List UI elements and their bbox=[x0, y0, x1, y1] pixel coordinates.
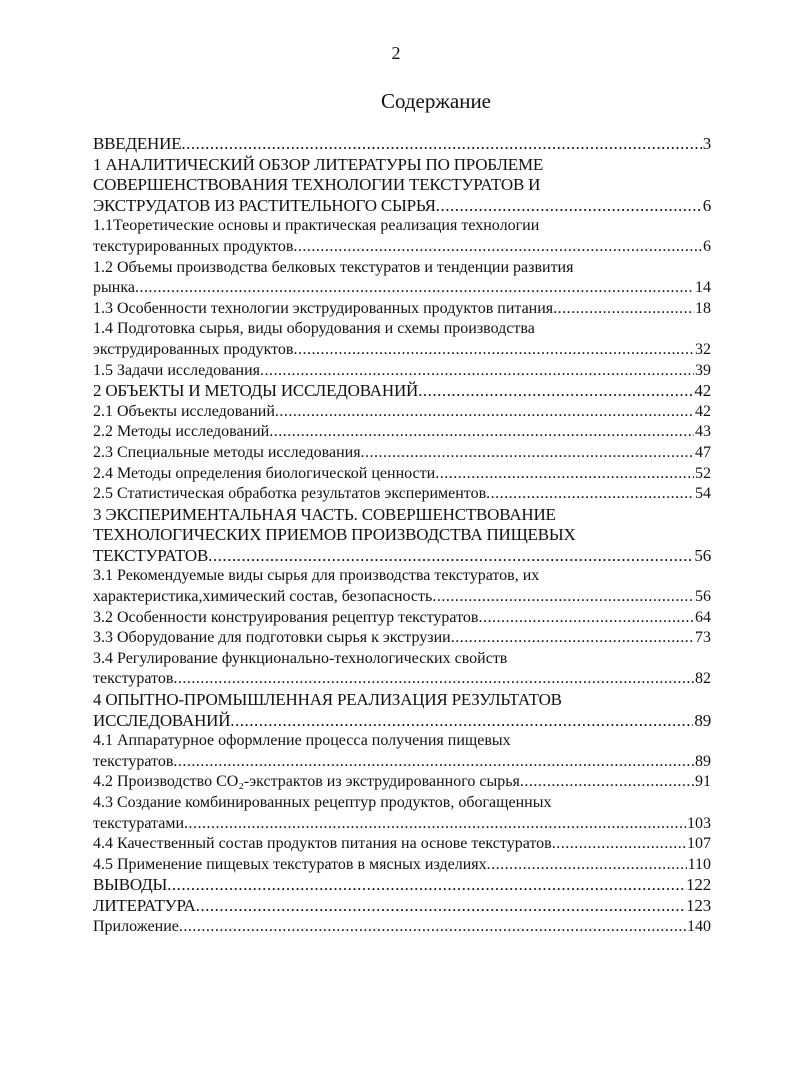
toc-entry[interactable] bbox=[93, 361, 711, 382]
toc-entry[interactable] bbox=[93, 422, 711, 443]
dot-leader bbox=[275, 402, 694, 423]
toc-page-number: 39 bbox=[695, 361, 711, 379]
toc-entry-title: 3.1 Рекомендуемые виды сырья для производства текстуратов, их bbox=[93, 567, 540, 585]
dot-leader bbox=[179, 917, 686, 938]
toc-entry-title: 1 АНАЛИТИЧЕСКИЙ ОБЗОР ЛИТЕРАТУРЫ ПО ПРОБЛЕМЕ bbox=[93, 154, 544, 174]
dot-leader bbox=[436, 196, 702, 217]
toc-page-number: 89 bbox=[694, 710, 711, 730]
toc-entry[interactable] bbox=[93, 319, 711, 360]
toc-line bbox=[93, 875, 711, 896]
toc-line bbox=[93, 422, 711, 443]
table-of-contents bbox=[93, 134, 711, 937]
toc-entry[interactable] bbox=[93, 443, 711, 464]
toc-entry-title: 3.2 Особенности конструирования рецептур текстуратов bbox=[93, 608, 479, 626]
toc-entry[interactable] bbox=[93, 134, 711, 155]
toc-line bbox=[93, 608, 711, 629]
toc-entry-title: 4.3 Создание комбинированных рецептур продуктов, обогащенных bbox=[93, 794, 552, 811]
toc-line bbox=[93, 258, 711, 279]
toc-entry-title: 2.1 Объекты исследований bbox=[93, 402, 275, 420]
toc-line bbox=[93, 731, 711, 752]
toc-entry[interactable] bbox=[93, 875, 711, 896]
toc-line bbox=[93, 505, 711, 526]
toc-entry-title: ЭКСТРУДАТОВ ИЗ РАСТИТЕЛЬНОГО СЫРЬЯ bbox=[93, 195, 436, 215]
toc-page-number: 103 bbox=[687, 814, 711, 832]
toc-entry-title: ВВЕДЕНИЕ bbox=[93, 134, 182, 153]
toc-entry[interactable] bbox=[93, 258, 711, 299]
toc-entry-title: 2 ОБЪЕКТЫ И МЕТОДЫ ИССЛЕДОВАНИЙ bbox=[93, 381, 419, 401]
toc-entry[interactable] bbox=[93, 628, 711, 649]
dot-leader bbox=[478, 608, 694, 629]
toc-line bbox=[93, 278, 711, 299]
toc-line bbox=[93, 237, 711, 258]
toc-line bbox=[93, 155, 711, 176]
toc-entry-title: 1.5 Задачи исследования bbox=[93, 361, 261, 379]
toc-entry[interactable] bbox=[93, 505, 711, 567]
toc-entry-title: 1.1Теоретические основы и практическая реализация технологии bbox=[93, 217, 540, 235]
dot-leader bbox=[361, 443, 694, 464]
toc-page-number: 110 bbox=[687, 855, 711, 873]
dot-leader bbox=[196, 896, 685, 917]
toc-line bbox=[93, 340, 711, 361]
toc-entry-title: характеристика,химический состав, безопасность bbox=[93, 588, 433, 606]
toc-page-number: 56 bbox=[695, 588, 711, 606]
toc-entry-title: 1.3 Особенности технологии экструдированных продуктов питания bbox=[93, 299, 554, 317]
toc-page-number: 3 bbox=[702, 134, 711, 153]
toc-entry[interactable] bbox=[93, 566, 711, 607]
toc-entry-title: ВЫВОДЫ bbox=[93, 875, 168, 895]
toc-line bbox=[93, 134, 711, 155]
toc-entry-title: 4.1 Аппаратурное оформление процесса получения пищевых bbox=[93, 732, 511, 750]
toc-line bbox=[93, 793, 711, 814]
toc-entry-title: ТЕХНОЛОГИЧЕСКИХ ПРИЕМОВ ПРОИЗВОДСТВА ПИЩЕВЫХ bbox=[93, 525, 576, 545]
toc-entry-title: СОВЕРШЕНСТВОВАНИЯ ТЕХНОЛОГИИ ТЕКСТУРАТОВ И bbox=[93, 175, 541, 195]
toc-entry[interactable] bbox=[93, 381, 711, 402]
toc-entry-title: 2.4 Методы определения биологической ценности bbox=[93, 464, 436, 482]
toc-line bbox=[93, 711, 711, 732]
toc-entry[interactable] bbox=[93, 155, 711, 217]
dot-leader bbox=[293, 340, 694, 361]
toc-page-number: 123 bbox=[686, 895, 711, 915]
dot-leader bbox=[435, 464, 694, 485]
toc-line bbox=[93, 752, 711, 773]
dot-leader bbox=[173, 669, 694, 690]
toc-entry-title: 1.4 Подготовка сырья, виды оборудования и схемы производства bbox=[93, 320, 535, 338]
dot-leader bbox=[418, 381, 693, 402]
toc-entry-title: 3.4 Регулирование функционально-технологических свойств bbox=[93, 649, 508, 667]
page-title: Содержание bbox=[380, 89, 492, 113]
toc-page-number: 89 bbox=[695, 752, 711, 770]
dot-leader bbox=[269, 422, 694, 443]
toc-entry-title: 4.5 Применение пищевых текстуратов в мясных изделиях bbox=[93, 855, 487, 873]
toc-page-number: 18 bbox=[695, 299, 711, 317]
dot-leader bbox=[260, 361, 694, 382]
toc-page-number: 52 bbox=[695, 464, 711, 482]
toc-entry-title: 4.4 Качественный состав продуктов питания на основе текстуратов bbox=[93, 835, 552, 853]
dot-leader bbox=[135, 278, 694, 299]
toc-entry[interactable] bbox=[93, 216, 711, 257]
toc-line bbox=[93, 917, 711, 938]
toc-line bbox=[93, 772, 711, 793]
toc-page-number: 42 bbox=[694, 381, 711, 401]
dot-leader bbox=[167, 875, 685, 896]
toc-entry-title: 3 ЭКСПЕРИМЕНТАЛЬНАЯ ЧАСТЬ. СОВЕРШЕНСТВОВАНИЕ bbox=[93, 504, 556, 524]
dot-leader bbox=[486, 484, 694, 505]
toc-entry[interactable] bbox=[93, 649, 711, 690]
toc-page-number: 6 bbox=[702, 195, 711, 215]
toc-entry-title: рынка bbox=[93, 279, 135, 297]
toc-line bbox=[93, 381, 711, 402]
toc-line bbox=[93, 566, 711, 587]
toc-line bbox=[93, 361, 711, 382]
toc-line bbox=[93, 587, 711, 608]
toc-line bbox=[93, 628, 711, 649]
toc-entry[interactable] bbox=[93, 299, 711, 320]
toc-entry[interactable] bbox=[93, 464, 711, 485]
dot-leader bbox=[432, 587, 694, 608]
toc-line bbox=[93, 443, 711, 464]
dot-leader bbox=[181, 134, 701, 155]
toc-line bbox=[93, 464, 711, 485]
toc-page-number: 107 bbox=[687, 835, 711, 853]
toc-entry-title: 2.2 Методы исследований bbox=[93, 423, 270, 441]
toc-page-number: 14 bbox=[695, 279, 711, 297]
toc-entry-title: 3.3 Оборудование для подготовки сырья к экструзии bbox=[93, 629, 451, 647]
toc-page-number: 91 bbox=[695, 773, 711, 791]
toc-page-number: 140 bbox=[687, 917, 711, 935]
toc-entry-title: 2.3 Специальные методы исследования bbox=[93, 443, 361, 461]
toc-entry-title: 2.5 Статистическая обработка результатов экспериментов bbox=[93, 485, 487, 503]
toc-entry[interactable] bbox=[93, 484, 711, 505]
toc-line bbox=[93, 319, 711, 340]
toc-entry-title: текстуратов bbox=[93, 752, 174, 770]
toc-line bbox=[93, 216, 711, 237]
toc-page-number: 122 bbox=[686, 875, 711, 895]
toc-line bbox=[93, 484, 711, 505]
toc-line bbox=[93, 814, 711, 835]
toc-line bbox=[93, 896, 711, 917]
toc-entry-title: 4.2 Производство CO₂-экстрактов из экструдированного сырья bbox=[93, 773, 520, 791]
toc-entry[interactable] bbox=[93, 772, 711, 793]
toc-page-number: 56 bbox=[694, 545, 711, 565]
dot-leader bbox=[451, 628, 694, 649]
dot-leader bbox=[487, 855, 687, 876]
toc-entry[interactable] bbox=[93, 917, 711, 938]
toc-line bbox=[93, 669, 711, 690]
toc-entry-title: ИССЛЕДОВАНИЙ bbox=[93, 710, 231, 730]
toc-page-number: 54 bbox=[695, 485, 711, 503]
toc-entry-title: ЛИТЕРАТУРА bbox=[93, 895, 196, 915]
toc-entry-title: Приложение bbox=[93, 917, 179, 935]
toc-entry-title: ТЕКСТУРАТОВ bbox=[93, 545, 209, 565]
dot-leader bbox=[553, 299, 694, 320]
toc-line bbox=[93, 834, 711, 855]
dot-leader bbox=[208, 546, 693, 567]
page-number: 2 bbox=[391, 43, 401, 63]
toc-page-number: 73 bbox=[695, 629, 711, 647]
toc-line bbox=[93, 546, 711, 567]
toc-entry[interactable] bbox=[93, 731, 711, 772]
toc-page-number: 42 bbox=[695, 402, 711, 420]
dot-leader bbox=[293, 237, 702, 258]
toc-line bbox=[93, 649, 711, 670]
toc-entry[interactable] bbox=[93, 855, 711, 876]
toc-line bbox=[93, 690, 711, 711]
toc-line bbox=[93, 175, 711, 196]
toc-entry[interactable] bbox=[93, 793, 711, 834]
toc-entry-title: 4 ОПЫТНО-ПРОМЫШЛЕННАЯ РЕАЛИЗАЦИЯ РЕЗУЛЬТАТОВ bbox=[93, 690, 562, 710]
toc-line bbox=[93, 196, 711, 217]
toc-page-number: 43 bbox=[695, 423, 711, 441]
toc-line bbox=[93, 402, 711, 423]
toc-entry[interactable] bbox=[93, 608, 711, 629]
toc-page-number: 64 bbox=[695, 608, 711, 626]
dot-leader bbox=[173, 752, 694, 773]
toc-entry-title: текстурированных продуктов bbox=[93, 237, 294, 255]
toc-line bbox=[93, 299, 711, 320]
toc-page-number: 32 bbox=[695, 340, 711, 358]
toc-entry-title: экструдированных продуктов bbox=[93, 340, 294, 358]
toc-entry-title: текстуратами bbox=[93, 814, 185, 832]
toc-page-number: 6 bbox=[703, 237, 711, 255]
toc-page-number: 82 bbox=[695, 670, 711, 688]
toc-line bbox=[93, 525, 711, 546]
toc-entry[interactable] bbox=[93, 834, 711, 855]
toc-entry[interactable] bbox=[93, 690, 711, 731]
toc-entry-title: 1.2 Объемы производства белковых текстуратов и тенденции развития bbox=[93, 258, 574, 276]
dot-leader bbox=[230, 711, 693, 732]
dot-leader bbox=[520, 772, 694, 793]
toc-entry-title: текстуратов bbox=[93, 670, 174, 688]
toc-entry[interactable] bbox=[93, 896, 711, 917]
toc-page-number: 47 bbox=[695, 443, 711, 461]
dot-leader bbox=[184, 814, 686, 835]
toc-entry[interactable] bbox=[93, 402, 711, 423]
toc-line bbox=[93, 855, 711, 876]
dot-leader bbox=[552, 834, 686, 855]
